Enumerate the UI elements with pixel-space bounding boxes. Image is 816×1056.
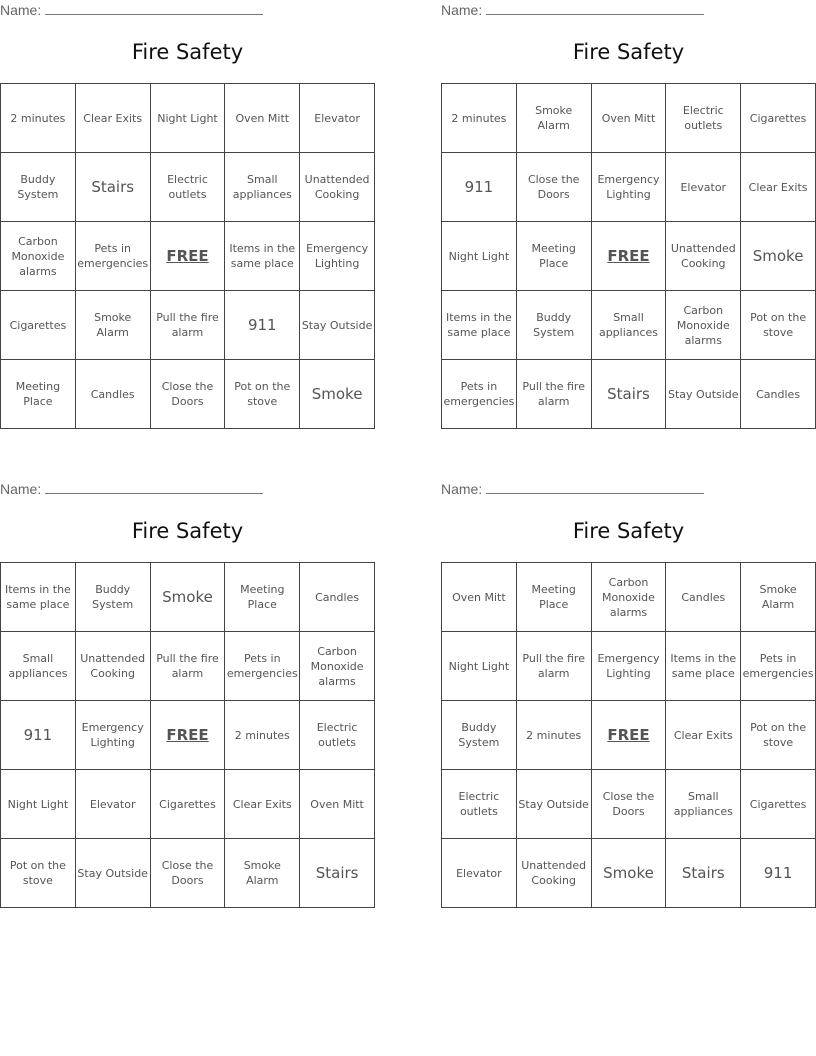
- free-space: FREE: [591, 222, 666, 291]
- bingo-cell: Carbon Monoxide alarms: [1, 222, 76, 291]
- bingo-cell: 2 minutes: [225, 701, 300, 770]
- bingo-cell: Buddy System: [1, 153, 76, 222]
- bingo-cell: Elevator: [75, 770, 150, 839]
- bingo-cell: Carbon Monoxide alarms: [666, 291, 741, 360]
- bingo-cell: Emergency Lighting: [75, 701, 150, 770]
- card-title: Fire Safety: [572, 40, 685, 64]
- bingo-cell: Smoke Alarm: [516, 84, 591, 153]
- card-title: Fire Safety: [131, 40, 244, 64]
- name-label: Name:: [441, 2, 483, 18]
- bingo-row: [1, 563, 375, 632]
- bingo-cell: 911: [1, 701, 76, 770]
- bingo-cell: Electric outlets: [300, 701, 375, 770]
- bingo-cell: Small appliances: [591, 291, 666, 360]
- bingo-cell: Smoke: [591, 839, 666, 908]
- bingo-cell: Stay Outside: [516, 770, 591, 839]
- name-field: [441, 481, 704, 497]
- bingo-row: [442, 222, 816, 291]
- bingo-cell: Stay Outside: [75, 839, 150, 908]
- bingo-cell: Night Light: [1, 770, 76, 839]
- bingo-row: [442, 839, 816, 908]
- bingo-cell: Night Light: [150, 84, 225, 153]
- bingo-row: [1, 291, 375, 360]
- bingo-cell: Electric outlets: [150, 153, 225, 222]
- bingo-cell: Oven Mitt: [300, 770, 375, 839]
- bingo-row: [442, 632, 816, 701]
- bingo-cell: Small appliances: [225, 153, 300, 222]
- bingo-cell: Electric outlets: [442, 770, 517, 839]
- bingo-cell: Cigarettes: [741, 770, 816, 839]
- bingo-cell: 911: [225, 291, 300, 360]
- name-blank-line: [486, 2, 704, 15]
- bingo-cell: Candles: [666, 563, 741, 632]
- name-field: [0, 481, 263, 497]
- bingo-row: [1, 770, 375, 839]
- bingo-cell: Buddy System: [516, 291, 591, 360]
- bingo-cell: Small appliances: [1, 632, 76, 701]
- bingo-cell: Items in the same place: [225, 222, 300, 291]
- bingo-cell: 911: [442, 153, 517, 222]
- bingo-cell: Pull the fire alarm: [150, 291, 225, 360]
- bingo-row: [442, 153, 816, 222]
- bingo-cell: Stairs: [75, 153, 150, 222]
- bingo-grid: [441, 562, 816, 908]
- bingo-grid: [0, 562, 375, 908]
- bingo-cell: Candles: [300, 563, 375, 632]
- name-blank-line: [45, 481, 263, 494]
- name-field: [0, 2, 263, 18]
- bingo-cell: Oven Mitt: [225, 84, 300, 153]
- bingo-cell: Carbon Monoxide alarms: [300, 632, 375, 701]
- bingo-cell: Candles: [75, 360, 150, 429]
- bingo-grid: [0, 83, 375, 429]
- bingo-cell: Pot on the stove: [1, 839, 76, 908]
- bingo-grid: [441, 83, 816, 429]
- bingo-cell: 2 minutes: [1, 84, 76, 153]
- bingo-cell: Stairs: [591, 360, 666, 429]
- bingo-row: [1, 632, 375, 701]
- bingo-cell: Items in the same place: [1, 563, 76, 632]
- bingo-cell: Smoke: [150, 563, 225, 632]
- bingo-cell: Buddy System: [442, 701, 517, 770]
- bingo-cell: Emergency Lighting: [591, 153, 666, 222]
- bingo-row: [1, 84, 375, 153]
- bingo-cell: Night Light: [442, 632, 517, 701]
- name-label: Name:: [0, 2, 42, 18]
- name-label: Name:: [0, 481, 42, 497]
- bingo-row: [442, 701, 816, 770]
- bingo-cell: Stay Outside: [300, 291, 375, 360]
- bingo-row: [1, 360, 375, 429]
- bingo-cell: Pot on the stove: [741, 701, 816, 770]
- bingo-cell: Clear Exits: [666, 701, 741, 770]
- bingo-row: [442, 84, 816, 153]
- bingo-cell: 2 minutes: [516, 701, 591, 770]
- bingo-cell: Smoke Alarm: [75, 291, 150, 360]
- bingo-cell: Small appliances: [666, 770, 741, 839]
- bingo-cell: Unattended Cooking: [666, 222, 741, 291]
- bingo-cell: Night Light: [442, 222, 517, 291]
- bingo-cell: Buddy System: [75, 563, 150, 632]
- bingo-cell: Close the Doors: [516, 153, 591, 222]
- bingo-cell: Close the Doors: [150, 839, 225, 908]
- bingo-cell: Cigarettes: [741, 84, 816, 153]
- bingo-cell: Oven Mitt: [442, 563, 517, 632]
- card-title: Fire Safety: [131, 519, 244, 543]
- bingo-row: [442, 291, 816, 360]
- bingo-cell: Pull the fire alarm: [150, 632, 225, 701]
- bingo-cell: Candles: [741, 360, 816, 429]
- name-blank-line: [486, 481, 704, 494]
- bingo-cell: Smoke Alarm: [741, 563, 816, 632]
- bingo-row: [442, 360, 816, 429]
- bingo-cell: Stay Outside: [666, 360, 741, 429]
- bingo-cell: Elevator: [442, 839, 517, 908]
- bingo-cell: Carbon Monoxide alarms: [591, 563, 666, 632]
- bingo-cell: Pull the fire alarm: [516, 632, 591, 701]
- bingo-cell: Pot on the stove: [225, 360, 300, 429]
- bingo-cell: Emergency Lighting: [300, 222, 375, 291]
- name-label: Name:: [441, 481, 483, 497]
- bingo-cell: Close the Doors: [150, 360, 225, 429]
- bingo-cell: Items in the same place: [666, 632, 741, 701]
- bingo-cell: Pets in emergencies: [75, 222, 150, 291]
- free-space: FREE: [150, 701, 225, 770]
- bingo-cell: Unattended Cooking: [516, 839, 591, 908]
- bingo-cell: Stairs: [666, 839, 741, 908]
- bingo-cell: Cigarettes: [150, 770, 225, 839]
- bingo-cell: Meeting Place: [516, 563, 591, 632]
- bingo-cell: Pets in emergencies: [741, 632, 816, 701]
- bingo-cell: 911: [741, 839, 816, 908]
- bingo-cell: Smoke Alarm: [225, 839, 300, 908]
- bingo-cell: Elevator: [300, 84, 375, 153]
- bingo-row: [442, 563, 816, 632]
- bingo-cell: Oven Mitt: [591, 84, 666, 153]
- bingo-cell: Smoke: [741, 222, 816, 291]
- free-space: FREE: [150, 222, 225, 291]
- name-blank-line: [45, 2, 263, 15]
- bingo-cell: Clear Exits: [741, 153, 816, 222]
- card-title: Fire Safety: [572, 519, 685, 543]
- bingo-cell: Pot on the stove: [741, 291, 816, 360]
- free-space: FREE: [591, 701, 666, 770]
- bingo-cell: Clear Exits: [75, 84, 150, 153]
- bingo-cell: Elevator: [666, 153, 741, 222]
- bingo-row: [1, 222, 375, 291]
- bingo-cell: Unattended Cooking: [300, 153, 375, 222]
- bingo-cell: Items in the same place: [442, 291, 517, 360]
- bingo-row: [1, 839, 375, 908]
- name-field: [441, 2, 704, 18]
- bingo-cell: Pull the fire alarm: [516, 360, 591, 429]
- bingo-cell: Emergency Lighting: [591, 632, 666, 701]
- bingo-cell: Electric outlets: [666, 84, 741, 153]
- bingo-cell: Pets in emergencies: [225, 632, 300, 701]
- bingo-cell: Cigarettes: [1, 291, 76, 360]
- bingo-cell: Pets in emergencies: [442, 360, 517, 429]
- bingo-cell: Meeting Place: [225, 563, 300, 632]
- bingo-row: [1, 701, 375, 770]
- bingo-cell: Unattended Cooking: [75, 632, 150, 701]
- bingo-row: [1, 153, 375, 222]
- bingo-row: [442, 770, 816, 839]
- bingo-cell: Close the Doors: [591, 770, 666, 839]
- bingo-cell: Meeting Place: [516, 222, 591, 291]
- bingo-cell: 2 minutes: [442, 84, 517, 153]
- bingo-cell: Clear Exits: [225, 770, 300, 839]
- bingo-cell: Meeting Place: [1, 360, 76, 429]
- bingo-cell: Smoke: [300, 360, 375, 429]
- bingo-cell: Stairs: [300, 839, 375, 908]
